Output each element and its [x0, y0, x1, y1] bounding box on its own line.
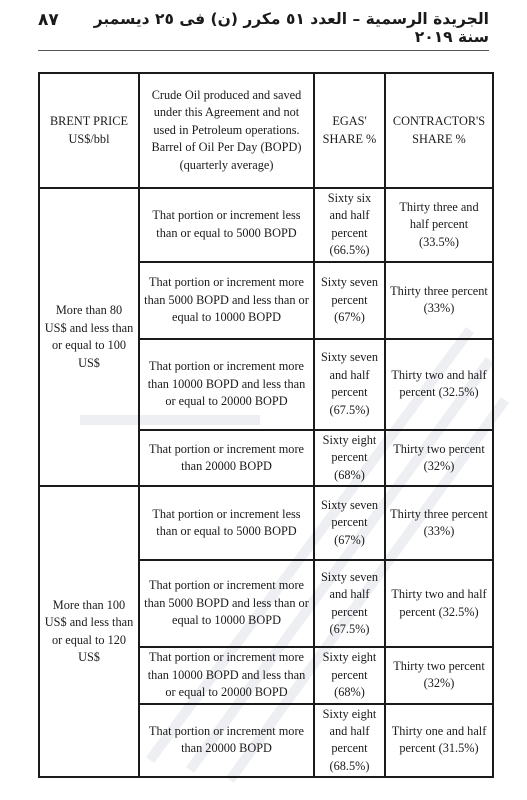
- production-sharing-table: [38, 72, 494, 778]
- contractor-share-cell: Thirty one and half percent (31.5%): [385, 704, 493, 778]
- production-cell: That portion or increment more than 10000 BOPD and less than or equal to 20000 BOPD: [139, 339, 314, 430]
- price-band-cell: More than 80 US$ and less than or equal to 100 US$: [39, 188, 139, 486]
- header-divider: [38, 50, 489, 51]
- egas-share-cell: Sixty eight and half percent (68.5%): [314, 704, 385, 778]
- egas-share-cell: Sixty seven and half percent (67.5%): [314, 339, 385, 430]
- contractor-share-cell: Thirty two and half percent (32.5%): [385, 339, 493, 430]
- production-cell: That portion or increment less than or equal to 5000 BOPD: [139, 188, 314, 262]
- egas-share-cell: Sixty seven percent (67%): [314, 486, 385, 560]
- contractor-share-cell: Thirty two percent (32%): [385, 647, 493, 703]
- production-cell: That portion or increment more than 10000 BOPD and less than or equal to 20000 BOPD: [139, 647, 314, 703]
- gazette-title: الجريدة الرسمية – العدد ٥١ مكرر (ن) فى ٢٥ ديسمبر سنة ٢٠١٩: [93, 10, 489, 46]
- egas-share-cell: Sixty eight percent (68%): [314, 430, 385, 486]
- production-cell: That portion or increment more than 20000 BOPD: [139, 704, 314, 778]
- production-column-header: Crude Oil produced and saved under this Agreement and not used in Petroleum operations. Barrel of Oil Per Day (BOPD) (quarterly average): [139, 73, 314, 188]
- egas-share-cell: Sixty seven and half percent (67.5%): [314, 560, 385, 647]
- egas-share-cell: Sixty eight percent (68%): [314, 647, 385, 703]
- production-cell: That portion or increment more than 5000 BOPD and less than or equal to 10000 BOPD: [139, 560, 314, 647]
- table-row: [39, 486, 493, 560]
- contractor-share-cell: Thirty three and half percent (33.5%): [385, 188, 493, 262]
- contractor-share-cell: Thirty three percent (33%): [385, 262, 493, 339]
- production-cell: That portion or increment more than 5000 BOPD and less than or equal to 10000 BOPD: [139, 262, 314, 339]
- production-cell: That portion or increment less than or equal to 5000 BOPD: [139, 486, 314, 560]
- price-band-cell: More than 100 US$ and less than or equal to 120 US$: [39, 486, 139, 777]
- page-number: ٨٧: [38, 10, 59, 30]
- contractor-share-cell: Thirty two and half percent (32.5%): [385, 560, 493, 647]
- production-cell: That portion or increment more than 20000 BOPD: [139, 430, 314, 486]
- page-header: [38, 10, 489, 50]
- price-column-header: BRENT PRICE US$/bbl: [39, 73, 139, 188]
- table-row: [39, 188, 493, 262]
- table-header-row: [39, 73, 493, 188]
- egas-share-column-header: EGAS' SHARE %: [314, 73, 385, 188]
- contractor-share-cell: Thirty three percent (33%): [385, 486, 493, 560]
- contractor-share-column-header: CONTRACTOR'S SHARE %: [385, 73, 493, 188]
- contractor-share-cell: Thirty two percent (32%): [385, 430, 493, 486]
- egas-share-cell: Sixty six and half percent (66.5%): [314, 188, 385, 262]
- egas-share-cell: Sixty seven percent (67%): [314, 262, 385, 339]
